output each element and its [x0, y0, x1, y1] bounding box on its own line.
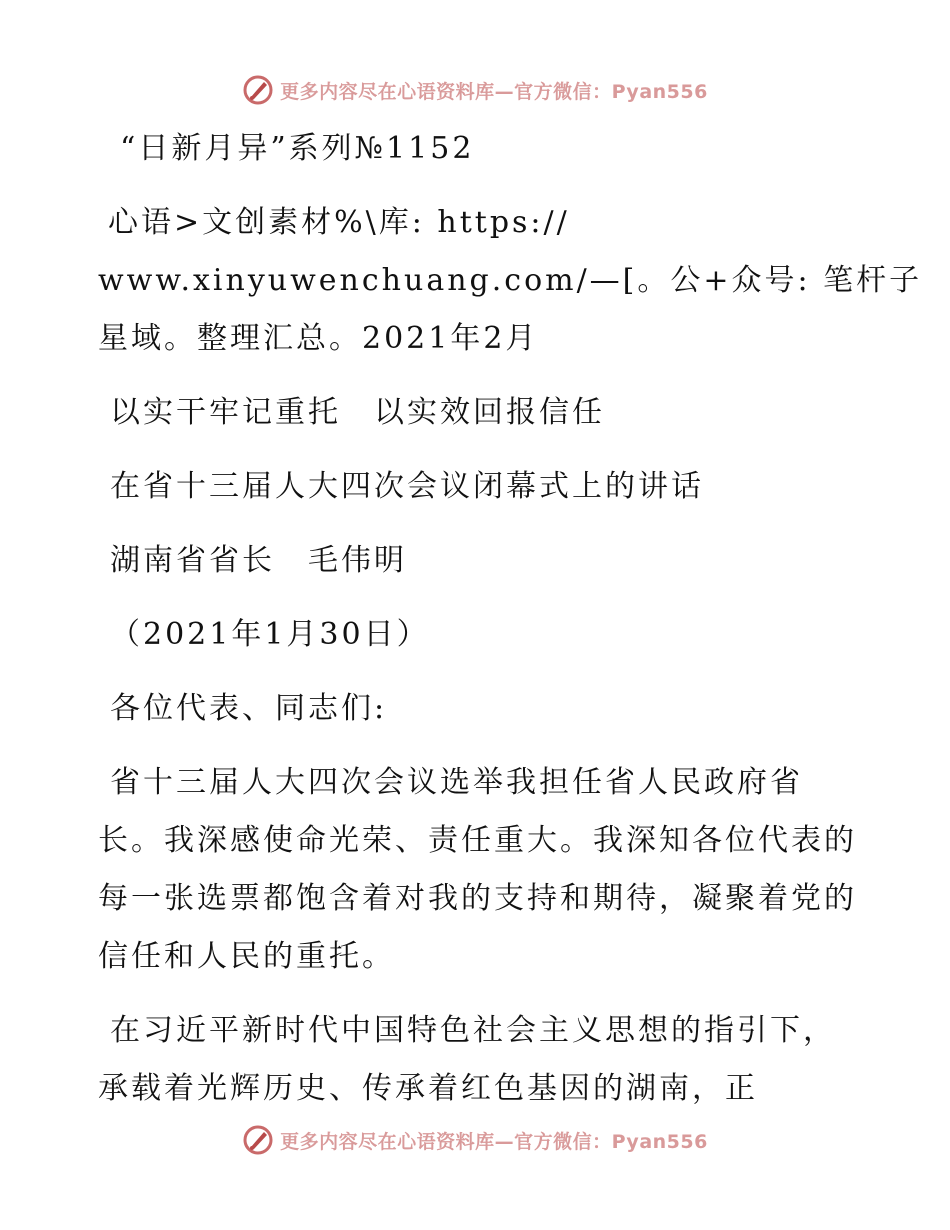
footer-watermark	[0, 1120, 950, 1160]
pen-circle-logo-icon	[242, 1124, 274, 1156]
document-title: 以实干牢记重托 以实效回报信任	[110, 395, 605, 430]
paragraph-2: 在习近平新时代中国特色社会主义思想的指引下，承载着光辉历史、传承着红色基因的湖南，正	[98, 1013, 836, 1106]
pen-circle-logo-icon	[242, 74, 274, 106]
header-watermark	[0, 70, 950, 110]
source-line-1: 心语>文创素材%\库: https://	[108, 205, 570, 240]
source-line-2: www.xinyuwenchuang.com/—[。公+众号: 笔杆子	[98, 263, 923, 298]
paragraph-1: 省十三届人大四次会议选举我担任省人民政府省长。我深感使命光荣、责任重大。我深知各位代表的每一张选票都饱含着对我的支持和期待，凝聚着党的信任和人民的重托。	[98, 765, 857, 974]
series-label: “日新月异”系列№1152	[120, 131, 475, 166]
source-line-3: 星域。整理汇总。2021年2月	[98, 321, 539, 356]
document-subtitle: 在省十三届人大四次会议闭幕式上的讲话	[110, 469, 704, 504]
watermark-text: 更多内容尽在心语资料库—官方微信：Pyan556	[280, 1130, 708, 1153]
document-body	[98, 120, 923, 1118]
speech-date: （2021年1月30日）	[110, 617, 430, 652]
salutation: 各位代表、同志们:	[110, 691, 388, 726]
watermark-text: 更多内容尽在心语资料库—官方微信：Pyan556	[280, 80, 708, 103]
speaker-line: 湖南省省长 毛伟明	[110, 543, 407, 578]
